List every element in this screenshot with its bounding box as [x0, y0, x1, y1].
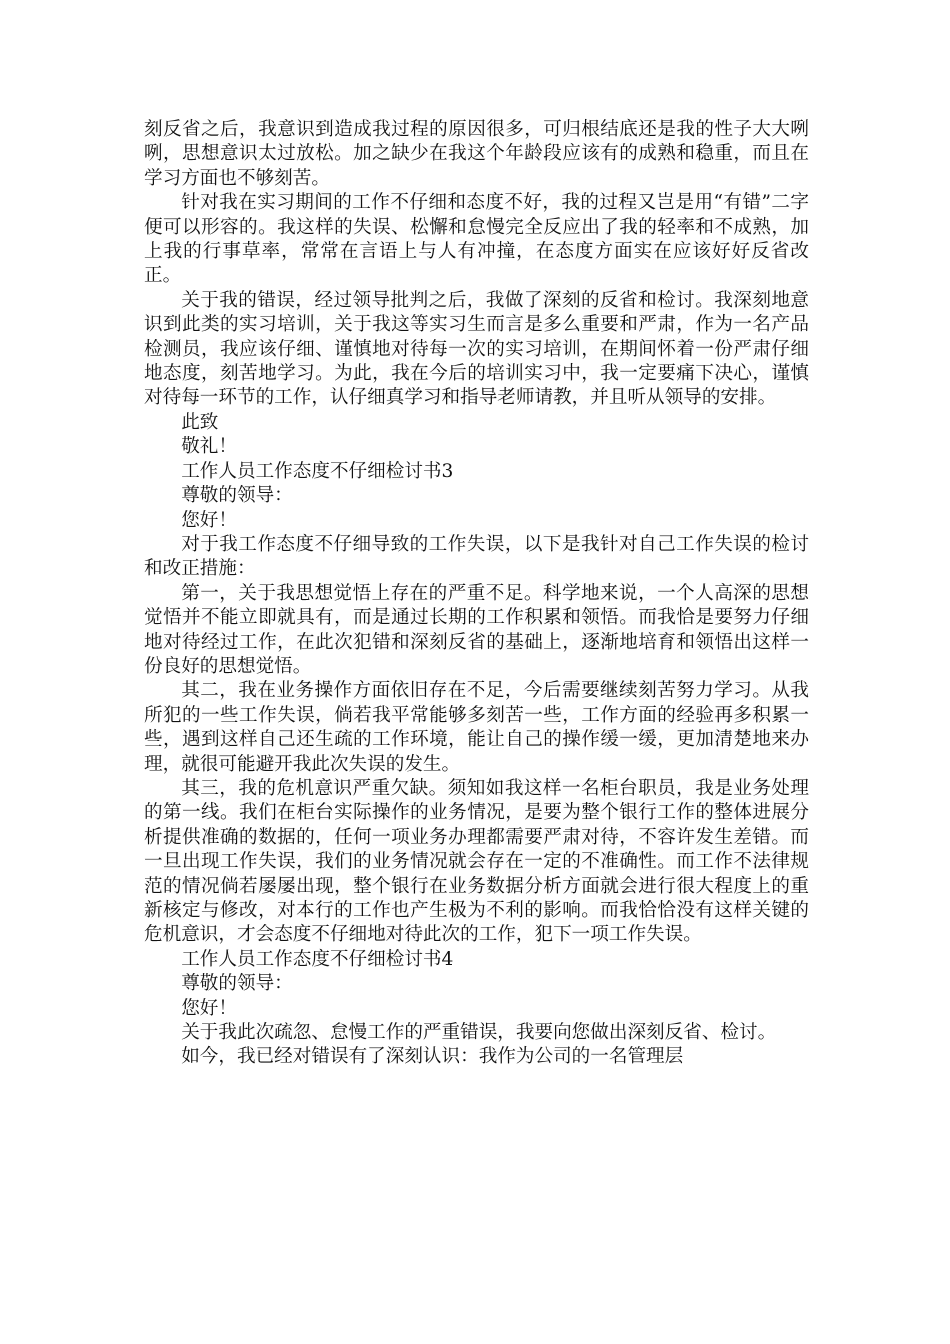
greeting-hello: 您好！: [181, 509, 237, 531]
paragraph-apology: 关于我此次疏忽、怠慢工作的严重错误，我要向您做出深刻反省、检讨。: [181, 1022, 777, 1044]
greeting-hello-2: 您好！: [181, 997, 237, 1019]
paragraph-recognition: 如今，我已经对错误有了深刻认识：我作为公司的一名管理层: [181, 1046, 684, 1068]
document-page: [144, 118, 809, 1070]
section-title-4: 工作人员工作态度不仔细检讨书4: [181, 948, 454, 970]
paragraph-point-three: 其三，我的危机意识严重欠缺。须知如我这样一名柜台职员，我是业务处理的第一线。我们在柜台实际操作的业务情况，是要为整个银行工作的整体进展分析提供准确的数据的，任何一项业务办理都需要严肃对待，不容许发生差错。而一旦出现工作失误，我们的业务情况就会存在一定的不准确性。而工作不法律规范的情况倘若屡屡出现，整个银行在业务数据分析方面就会进行很大程度上的重新核定与修改，对本行的工作也产生极为不利的影响。而我恰恰没有这样关键的危机意识，才会态度不仔细地对待此次的工作，犯下一项工作失误。: [144, 777, 809, 946]
paragraph-point-one: 第一，关于我思想觉悟上存在的严重不足。科学地来说，一个人高深的思想觉悟并不能立即就具有，而是通过长期的工作积累和领悟。而我恰是要努力仔细地对待经过工作，在此次犯错和深刻反省的基础上，逐渐地培育和领悟出这样一份良好的思想觉悟。: [144, 582, 809, 677]
paragraph-attitude-reflection: 针对我在实习期间的工作不仔细和态度不好，我的过程又岂是用“有错”二字便可以形容的。我这样的失误、松懈和怠慢完全反应出了我的轻率和不成熟，加上我的行事草率，常常在言语上与人有冲撞，在态度方面实在应该好好反省改正。: [144, 192, 809, 287]
paragraph-continuation: 刻反省之后，我意识到造成我过程的原因很多，可归根结底还是我的性子大大咧咧，思想意识太过放松。加之缺少在我这个年龄段应该有的成熟和稳重，而且在学习方面也不够刻苦。: [144, 119, 809, 189]
paragraph-point-two: 其二，我在业务操作方面依旧存在不足，今后需要继续刻苦努力学习。从我所犯的一些工作失误，倘若我平常能够多刻苦一些，工作方面的经验再多积累一些，遇到这样自己还生疏的工作环境，能让自己的操作缓一缓，更加清楚地来办理，就很可能避开我此次失误的发生。: [144, 680, 809, 775]
closing-salutation: 此致: [181, 411, 219, 433]
greeting-addressee-2: 尊敬的领导：: [181, 973, 293, 995]
paragraph-error-review: 关于我的错误，经过领导批判之后，我做了深刻的反省和检讨。我深刻地意识到此类的实习培训，关于我这等实习生而言是多么重要和严肃，作为一名产品检测员，我应该仔细、谨慎地对待每一次的实习培训，在期间怀着一份严肃仔细地态度，刻苦地学习。为此，我在今后的培训实习中，我一定要痛下决心，谨慎对待每一环节的工作，认仔细真学习和指导老师请教，并且听从领导的安排。: [144, 289, 809, 409]
greeting-addressee: 尊敬的领导：: [181, 485, 293, 507]
closing-regards: 敬礼！: [181, 436, 237, 458]
paragraph-intro: 对于我工作态度不仔细导致的工作失误，以下是我针对自己工作失误的检讨和改正措施：: [144, 533, 809, 580]
section-title-3: 工作人员工作态度不仔细检讨书3: [181, 460, 454, 482]
